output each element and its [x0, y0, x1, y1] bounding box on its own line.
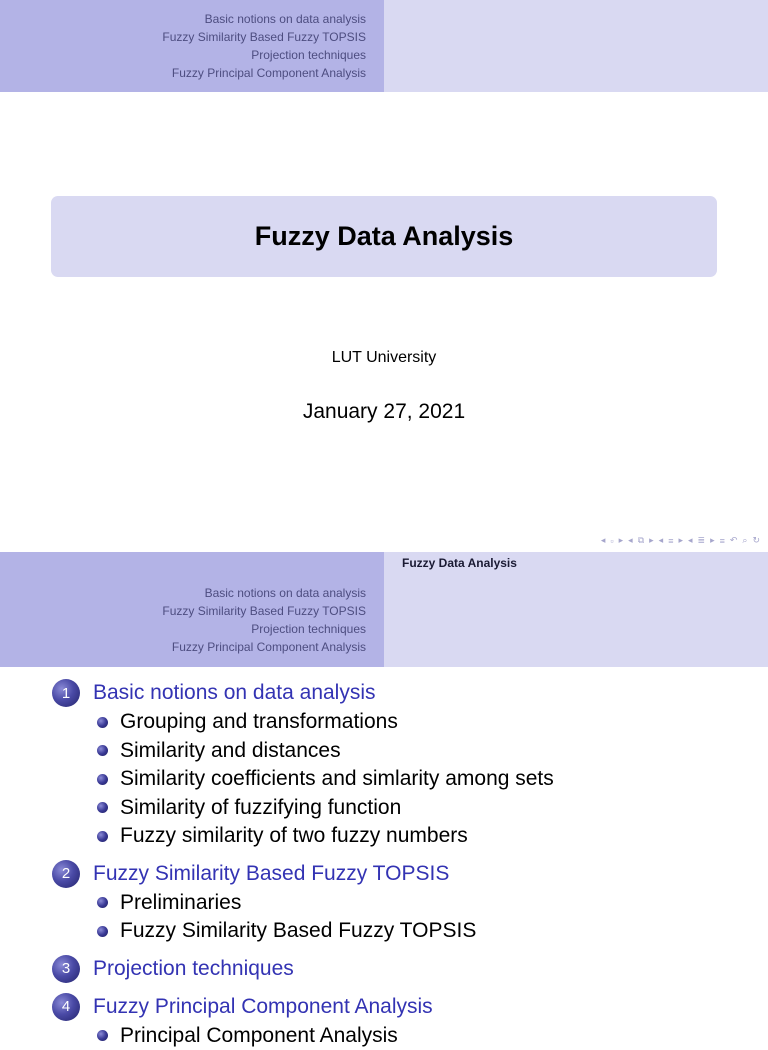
toc-section-fuzzy-pca[interactable]: [52, 992, 752, 1022]
toc-subsection-label: Similarity coefficients and simlarity among sets: [120, 767, 554, 791]
toc-section-label: Projection techniques: [93, 957, 294, 981]
frame-title: Fuzzy Data Analysis: [402, 556, 517, 570]
bullet-ball-icon: [97, 745, 108, 756]
table-of-contents: [52, 678, 752, 1050]
nav-link-fuzzy-pca[interactable]: Fuzzy Principal Component Analysis: [162, 64, 366, 82]
toc-subsection[interactable]: [52, 708, 752, 737]
section-number-ball: 3: [52, 955, 80, 983]
beamer-navigation-bar: [601, 535, 760, 546]
section-number-ball: 4: [52, 993, 80, 1021]
toc-subsection[interactable]: [52, 794, 752, 823]
bullet-ball-icon: [97, 802, 108, 813]
toc-subsection[interactable]: [52, 822, 752, 851]
bullet-ball-icon: [97, 831, 108, 842]
toc-subsection-label: Fuzzy Similarity Based Fuzzy TOPSIS: [120, 919, 476, 943]
document-icon[interactable]: ≣: [698, 535, 706, 546]
nav-right-arrow-icon[interactable]: ▸: [678, 535, 683, 546]
nav-right-arrow-icon[interactable]: ▸: [649, 535, 654, 546]
bullet-ball-icon: [97, 1030, 108, 1041]
institute: LUT University: [0, 349, 768, 367]
toc-section-basic-notions[interactable]: [52, 678, 752, 708]
presentation-title: Fuzzy Data Analysis: [255, 221, 514, 252]
section-nav-panel: [0, 0, 384, 92]
toc-section-fuzzy-topsis[interactable]: [52, 859, 752, 889]
section-nav-list: [162, 584, 366, 656]
toc-subsection[interactable]: [52, 889, 752, 918]
section-number-ball: 1: [52, 679, 80, 707]
search-icon[interactable]: ⌕: [742, 535, 747, 546]
toc-subsection-label: Principal Component Analysis: [120, 1024, 398, 1048]
nav-right-arrow-icon[interactable]: ▸: [619, 535, 624, 546]
outline-slide: [0, 552, 768, 1024]
toc-subsection-label: Similarity and distances: [120, 739, 341, 763]
section-nav-panel: [0, 552, 384, 667]
section-icon[interactable]: ≡: [668, 536, 673, 546]
bullet-ball-icon: [97, 926, 108, 937]
nav-link-basic-notions[interactable]: Basic notions on data analysis: [162, 584, 366, 602]
nav-link-fuzzy-topsis[interactable]: Fuzzy Similarity Based Fuzzy TOPSIS: [162, 28, 366, 46]
undo-icon[interactable]: ↶: [730, 535, 738, 546]
toc-subsection-label: Fuzzy similarity of two fuzzy numbers: [120, 824, 468, 848]
align-icon[interactable]: ≡: [720, 536, 725, 546]
frame-title-panel: [384, 0, 768, 92]
title-box: [51, 196, 717, 277]
subsection-icon[interactable]: ⧉: [638, 535, 644, 546]
nav-left-arrow-icon[interactable]: ◂: [601, 535, 606, 546]
nav-link-fuzzy-pca[interactable]: Fuzzy Principal Component Analysis: [162, 638, 366, 656]
frame-title-panel: [384, 552, 768, 667]
toc-section-label: Fuzzy Principal Component Analysis: [93, 995, 433, 1019]
bullet-ball-icon: [97, 774, 108, 785]
bullet-ball-icon: [97, 897, 108, 908]
section-nav-list: [162, 10, 366, 82]
nav-link-projection[interactable]: Projection techniques: [162, 46, 366, 64]
nav-left-arrow-icon[interactable]: ◂: [628, 535, 633, 546]
toc-subsection[interactable]: [52, 737, 752, 766]
toc-subsection-label: Preliminaries: [120, 891, 241, 915]
toc-section-label: Basic notions on data analysis: [93, 681, 376, 705]
frame-icon[interactable]: ▫: [610, 536, 613, 546]
toc-subsection[interactable]: [52, 765, 752, 794]
nav-link-projection[interactable]: Projection techniques: [162, 620, 366, 638]
bullet-ball-icon: [97, 717, 108, 728]
nav-left-arrow-icon[interactable]: ◂: [659, 535, 664, 546]
toc-subsection-label: Similarity of fuzzifying function: [120, 796, 401, 820]
nav-link-basic-notions[interactable]: Basic notions on data analysis: [162, 10, 366, 28]
presentation-date: January 27, 2021: [0, 400, 768, 424]
toc-subsection-label: Grouping and transformations: [120, 710, 398, 734]
nav-link-fuzzy-topsis[interactable]: Fuzzy Similarity Based Fuzzy TOPSIS: [162, 602, 366, 620]
refresh-icon[interactable]: ↻: [752, 535, 760, 546]
slide-header: [0, 0, 768, 92]
nav-left-arrow-icon[interactable]: ◂: [688, 535, 693, 546]
toc-subsection[interactable]: [52, 1022, 752, 1050]
toc-section-label: Fuzzy Similarity Based Fuzzy TOPSIS: [93, 862, 449, 886]
nav-right-arrow-icon[interactable]: ▸: [710, 535, 715, 546]
toc-section-projection[interactable]: [52, 954, 752, 984]
section-number-ball: 2: [52, 860, 80, 888]
toc-subsection[interactable]: [52, 917, 752, 946]
slide-header: [0, 552, 768, 667]
